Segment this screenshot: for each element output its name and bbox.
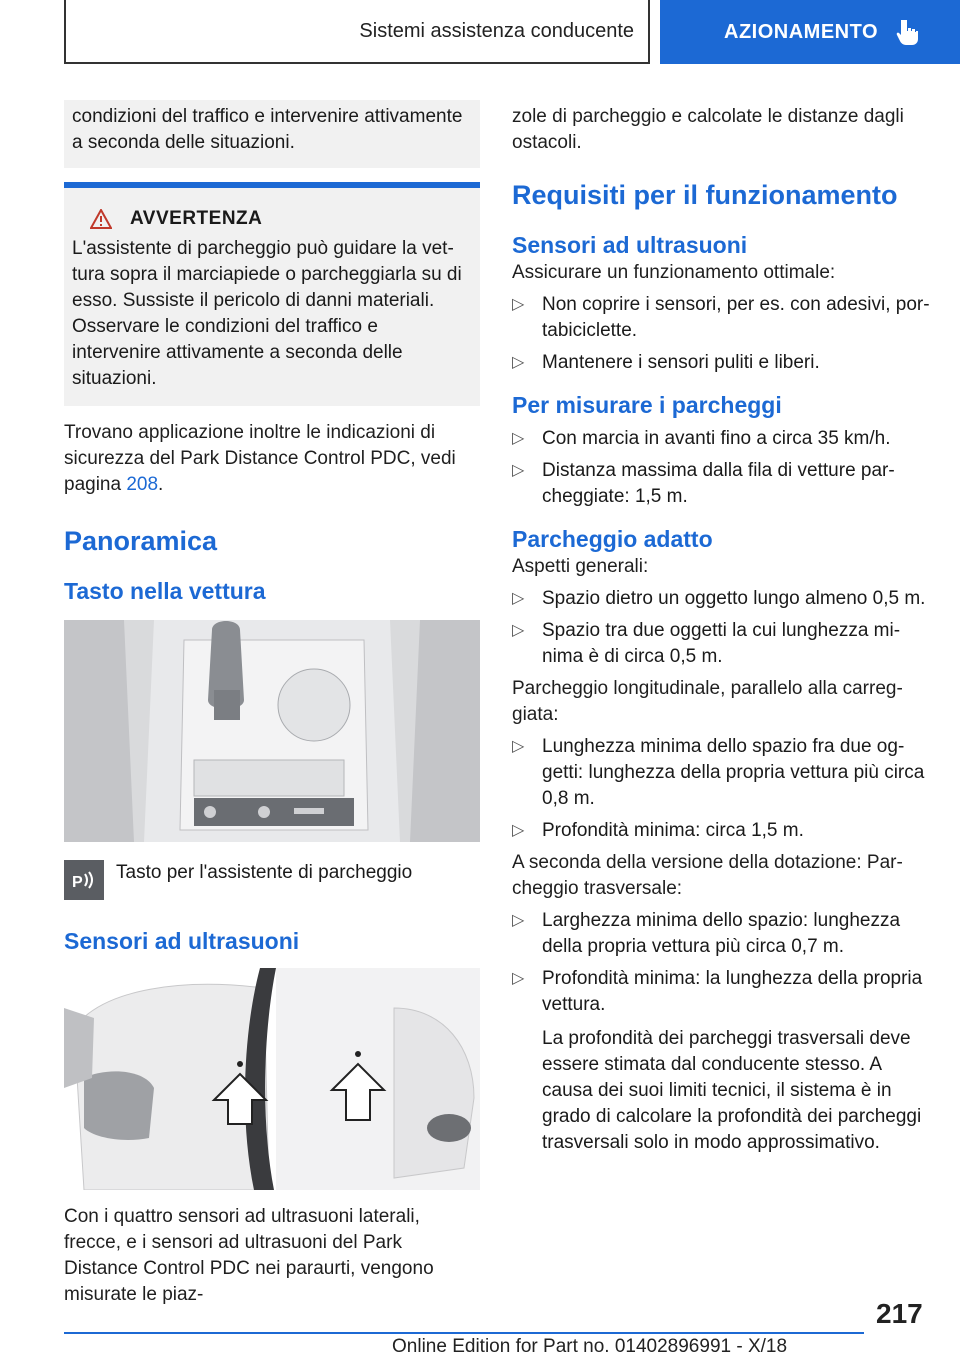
list-item-text: Spazio tra due oggetti la cui lunghezza minima è di circa 0,5 m. xyxy=(542,620,901,667)
heading-tasto: Tasto nella vettura xyxy=(64,578,266,604)
bullet-icon: ▷ xyxy=(512,430,525,447)
svg-text:P: P xyxy=(72,874,83,891)
trasversale-note: La profondità dei parcheggi trasversali deve essere stimata dal conducente stesso. A causa dei suoi limiti tecnici, il sistema è in grado di calcolare la profondità dei parcheggi trasversali solo in modo approssimativo. xyxy=(542,1028,922,1153)
warning-header xyxy=(72,208,470,230)
misurare-list xyxy=(512,426,932,510)
sensors-description-cont: zole di parcheggio e calcolate le distanze dagli ostacoli. xyxy=(512,106,904,153)
list-item-text: Spazio dietro un oggetto lungo almeno 0,5 m. xyxy=(542,588,926,609)
bullet-icon: ▷ xyxy=(512,462,525,479)
list-item-text: Larghezza minima dello spazio: lunghezza della propria vettura più circa 0,7 m. xyxy=(542,910,901,957)
sensors-description: Con i quattro sensori ad ultrasuoni laterali, frecce, e i sensori ad ultrasuoni del Park Distance Control PDC nei paraurti, vengono misurate le piaz- xyxy=(64,1206,434,1305)
trasversale-list xyxy=(512,908,932,1156)
heading-panoramica: Panoramica xyxy=(64,526,218,556)
longitudinale-intro: Parcheggio longitudinale, parallelo alla carreggiata: xyxy=(512,678,903,725)
pdc-reference-end: . xyxy=(158,474,164,495)
car-bumper-illustration xyxy=(64,968,480,1190)
hand-pointer-icon xyxy=(896,18,920,46)
warning-title: AVVERTENZA xyxy=(130,208,263,229)
list-item xyxy=(512,350,932,376)
edition-footer: Online Edition for Part no. 01402896991 - X/18 xyxy=(392,1336,788,1357)
chapter-tab xyxy=(660,0,960,64)
page-number: 217 xyxy=(876,1298,923,1329)
adatto-list xyxy=(512,586,932,670)
list-item-text: Mantenere i sensori puliti e liberi. xyxy=(542,352,820,373)
adatto-intro: Aspetti generali: xyxy=(512,556,649,577)
list-item xyxy=(512,966,932,1156)
bullet-icon: ▷ xyxy=(512,590,525,607)
sensori-intro: Assicurare un funzionamento ottimale: xyxy=(512,262,836,283)
warning-text: L'assistente di parcheggio può guidare la vettura sopra il marciapiede o parcheggiarla su di esso. Sussiste il pericolo di danni materiali. Osservare le condizioni del traffico e intervenire attivamente a seconda delle situazioni. xyxy=(72,238,462,389)
list-item-text: Profondità minima: la lunghezza della propria vettura. xyxy=(542,968,923,1015)
center-console-photo xyxy=(64,620,480,842)
right-column xyxy=(512,100,932,1162)
bullet-icon: ▷ xyxy=(512,822,525,839)
list-item-text: Lunghezza minima dello spazio fra due oggetti: lunghezza della propria vettura più circa 0,8 m. xyxy=(542,736,925,809)
ultrasonic-sensors-photo xyxy=(64,968,480,1190)
left-column xyxy=(64,100,480,1308)
pdc-reference-text: Trovano applicazione inoltre le indicazioni di sicurezza del Park Distance Control PDC, vedi pagina xyxy=(64,422,456,495)
trasversale-intro: A seconda della versione della dotazione: Parcheggio trasversale: xyxy=(512,852,903,899)
warning-box xyxy=(64,182,480,406)
list-item-text: Con marcia in avanti fino a circa 35 km/h. xyxy=(542,428,891,449)
section-title: Sistemi assistenza conducente xyxy=(359,19,634,42)
list-item xyxy=(512,426,932,452)
bullet-icon: ▷ xyxy=(512,912,525,929)
chapter-title: AZIONAMENTO xyxy=(724,20,879,43)
running-header-section xyxy=(64,0,650,64)
list-item-text: Profondità minima: circa 1,5 m. xyxy=(542,820,804,841)
list-item xyxy=(512,458,932,510)
page-link-208[interactable]: 208 xyxy=(126,474,159,495)
sensori-list xyxy=(512,292,932,376)
parking-button-legend xyxy=(64,860,480,900)
bullet-icon: ▷ xyxy=(512,622,525,639)
heading-sensori-right: Sensori ad ultrasuoni xyxy=(512,232,748,258)
bullet-icon: ▷ xyxy=(512,970,525,987)
warning-triangle-icon xyxy=(90,209,112,229)
park-assist-button-icon xyxy=(64,860,104,900)
continued-note-box xyxy=(64,100,480,168)
list-item xyxy=(512,292,932,344)
list-item xyxy=(512,586,932,612)
center-console-illustration xyxy=(64,620,480,842)
heading-adatto: Parcheggio adatto xyxy=(512,526,713,552)
pdc-reference-paragraph xyxy=(64,420,480,498)
park-assist-button-caption: Tasto per l'assistente di parcheggio xyxy=(116,862,413,883)
longitudinale-list xyxy=(512,734,932,844)
heading-requisiti: Requisiti per il funzionamento xyxy=(512,180,898,210)
bullet-icon: ▷ xyxy=(512,738,525,755)
list-item xyxy=(512,818,932,844)
bullet-icon: ▷ xyxy=(512,296,525,313)
heading-sensori-left: Sensori ad ultrasuoni xyxy=(64,928,300,954)
footer-divider xyxy=(64,1332,864,1334)
bullet-icon: ▷ xyxy=(512,354,525,371)
list-item xyxy=(512,618,932,670)
list-item-text: Distanza massima dalla fila di vetture parcheggiate: 1,5 m. xyxy=(542,460,895,507)
heading-misurare: Per misurare i parcheggi xyxy=(512,392,782,418)
list-item xyxy=(512,734,932,812)
continued-note-text: condizioni del traffico e intervenire attivamente a seconda delle situazioni. xyxy=(72,106,463,153)
list-item-text: Non coprire i sensori, per es. con adesivi, portabiciclette. xyxy=(542,294,930,341)
list-item xyxy=(512,908,932,960)
